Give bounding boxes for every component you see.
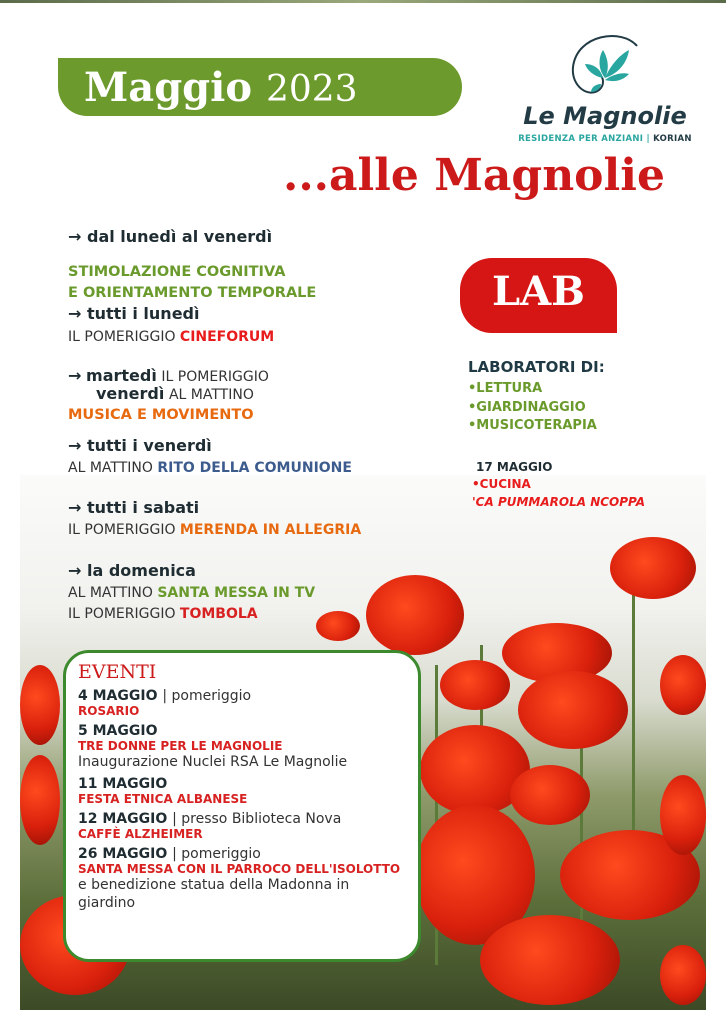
day-label: venerdì bbox=[96, 384, 165, 403]
activity-label: SANTA MESSA IN TV bbox=[157, 585, 316, 601]
event-note: Inaugurazione Nuclei RSA Le Magnolie bbox=[78, 754, 348, 770]
schedule-fridays-detail bbox=[68, 459, 352, 477]
activity-label: MERENDA IN ALLEGRIA bbox=[179, 522, 362, 538]
events-title: EVENTI bbox=[78, 661, 157, 683]
event-name: ROSARIO bbox=[78, 704, 140, 718]
time-label: AL MATTINO bbox=[68, 460, 153, 476]
event-item bbox=[78, 846, 406, 912]
lab-item: •GIARDINAGGIO bbox=[468, 400, 586, 415]
event-detail: | pomeriggio bbox=[172, 846, 261, 862]
lab-special-name: 'CA PUMMAROLA NCOPPA bbox=[472, 495, 646, 509]
lab-item: •MUSICOTERAPIA bbox=[468, 418, 597, 433]
day-label: la domenica bbox=[86, 561, 196, 580]
month-title-banner bbox=[58, 58, 462, 116]
schedule-weekdays bbox=[68, 228, 272, 246]
subtitle: ...alle Magnolie bbox=[283, 150, 665, 201]
activity-stimolazione: STIMOLAZIONE COGNITIVA bbox=[68, 264, 286, 280]
day-label: tutti i sabati bbox=[86, 498, 200, 517]
time-label: AL MATTINO bbox=[68, 585, 153, 601]
event-date: 26 MAGGIO bbox=[78, 846, 168, 862]
event-item bbox=[78, 811, 406, 841]
event-name: TRE DONNE PER LE MAGNOLIE bbox=[78, 739, 283, 753]
schedule-friday bbox=[96, 385, 254, 404]
event-item bbox=[78, 776, 406, 806]
schedule-sunday-morning bbox=[68, 584, 315, 602]
schedule-sunday-afternoon bbox=[68, 605, 258, 623]
activity-label: RITO DELLA COMUNIONE bbox=[157, 460, 352, 476]
arrow-icon: → bbox=[68, 366, 82, 385]
logo-name: Le Magnolie bbox=[523, 102, 687, 130]
schedule-saturdays-detail bbox=[68, 521, 361, 539]
arrow-icon: → bbox=[68, 227, 82, 246]
arrow-icon: → bbox=[68, 498, 82, 517]
schedule-saturdays bbox=[68, 499, 199, 517]
schedule-fridays bbox=[68, 437, 212, 455]
event-name: FESTA ETNICA ALBANESE bbox=[78, 792, 248, 806]
event-date: 5 MAGGIO bbox=[78, 723, 158, 739]
logo-sub-text: RESIDENZA PER ANZIANI bbox=[518, 134, 644, 144]
schedule-sunday bbox=[68, 562, 196, 580]
magnolia-leaf-icon bbox=[567, 32, 643, 102]
event-item bbox=[78, 723, 406, 771]
lab-special-date: 17 MAGGIO bbox=[476, 460, 553, 474]
top-border bbox=[0, 0, 726, 3]
event-name: SANTA MESSA CON IL PARROCO DELL'ISOLOTTO bbox=[78, 862, 401, 876]
arrow-icon: → bbox=[68, 436, 82, 455]
day-label: tutti i lunedì bbox=[86, 304, 200, 323]
logo-brand: KORIAN bbox=[653, 134, 692, 144]
event-date: 12 MAGGIO bbox=[78, 811, 168, 827]
month-label: Maggio bbox=[84, 64, 253, 111]
arrow-icon: → bbox=[68, 561, 82, 580]
event-detail: | pomeriggio bbox=[162, 688, 252, 704]
day-label: martedì bbox=[86, 366, 157, 385]
activity-musica: MUSICA E MOVIMENTO bbox=[68, 407, 254, 423]
event-name: CAFFÈ ALZHEIMER bbox=[78, 827, 203, 841]
activity-orientamento: E ORIENTAMENTO TEMPORALE bbox=[68, 285, 317, 301]
logo-subtitle: RESIDENZA PER ANZIANI | KORIAN bbox=[518, 134, 692, 144]
day-label: dal lunedì al venerdì bbox=[86, 227, 273, 246]
time-label: AL MATTINO bbox=[168, 387, 254, 403]
arrow-icon: → bbox=[68, 304, 82, 323]
event-date: 4 MAGGIO bbox=[78, 688, 158, 704]
schedule-mondays bbox=[68, 305, 199, 323]
time-label: IL POMERIGGIO bbox=[161, 369, 269, 385]
day-label: tutti i venerdì bbox=[86, 436, 212, 455]
le-magnolie-logo bbox=[515, 32, 695, 147]
lab-special-item: •CUCINA bbox=[472, 477, 531, 491]
time-label: IL POMERIGGIO bbox=[68, 329, 176, 345]
lab-badge: LAB bbox=[460, 258, 617, 333]
event-note: e benedizione statua della Madonna in giardino bbox=[78, 877, 350, 911]
schedule-mondays-detail bbox=[68, 328, 274, 346]
activity-label: TOMBOLA bbox=[179, 606, 258, 622]
events-box bbox=[63, 650, 421, 962]
lab-title: LABORATORI DI: bbox=[468, 358, 605, 376]
year-label: 2023 bbox=[265, 69, 358, 110]
event-item bbox=[78, 688, 406, 718]
lab-item: •LETTURA bbox=[468, 381, 543, 396]
event-detail: | presso Biblioteca Nova bbox=[172, 811, 342, 827]
event-date: 11 MAGGIO bbox=[78, 776, 168, 792]
time-label: IL POMERIGGIO bbox=[68, 606, 176, 622]
activity-label: CINEFORUM bbox=[179, 329, 275, 345]
time-label: IL POMERIGGIO bbox=[68, 522, 176, 538]
